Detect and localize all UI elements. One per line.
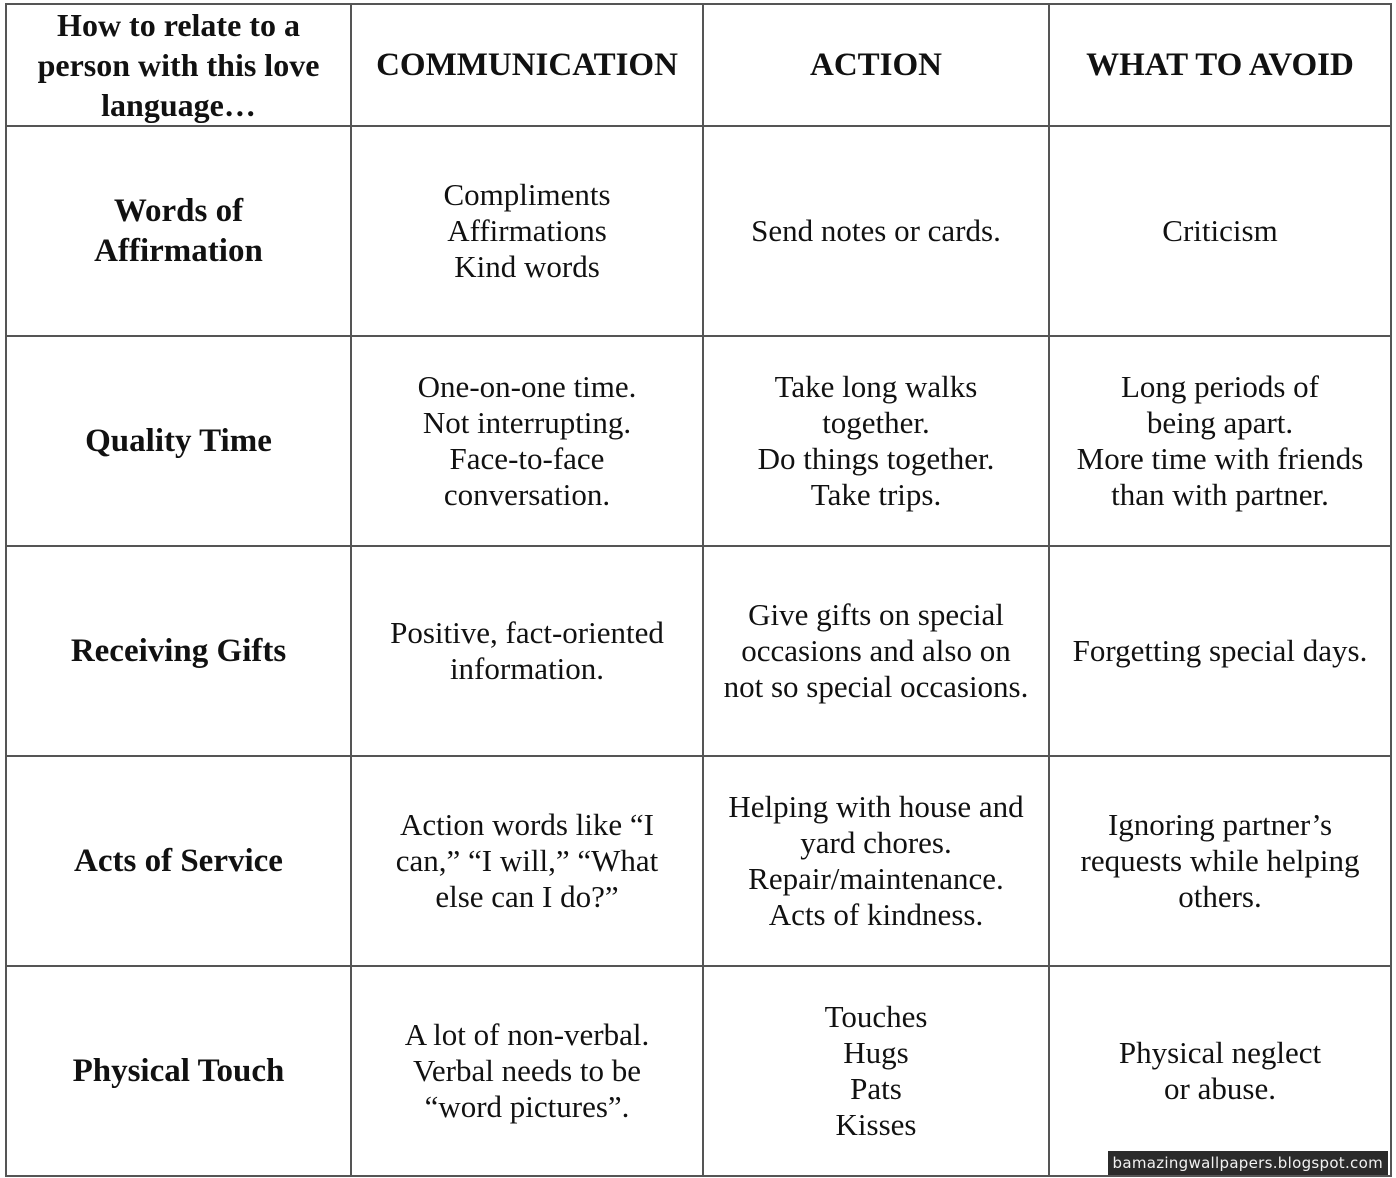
cell-action: Send notes or cards. (703, 126, 1049, 336)
cell-action: Take long walks together. Do things together. Take trips. (703, 336, 1049, 546)
header-row (6, 4, 1391, 126)
header-communication: COMMUNICATION (351, 4, 703, 126)
header-language: How to relate to a person with this love language… (6, 4, 351, 126)
row-language: Physical Touch (6, 966, 351, 1176)
cell-avoid: Long periods of being apart. More time with friends than with partner. (1049, 336, 1391, 546)
table-row (6, 336, 1391, 546)
row-language: Quality Time (6, 336, 351, 546)
cell-avoid: Forgetting special days. (1049, 546, 1391, 756)
cell-avoid: Ignoring partner’s requests while helping others. (1049, 756, 1391, 966)
watermark: bamazingwallpapers.blogspot.com (1108, 1151, 1388, 1175)
header-what-to-avoid: WHAT TO AVOID (1049, 4, 1391, 126)
cell-communication: One-on-one time. Not interrupting. Face-to-face conversation. (351, 336, 703, 546)
cell-communication: A lot of non-verbal. Verbal needs to be “word pictures”. (351, 966, 703, 1176)
table-row (6, 966, 1391, 1176)
cell-avoid: Physical neglect or abuse. (1049, 966, 1391, 1176)
cell-action: Touches Hugs Pats Kisses (703, 966, 1049, 1176)
header-action: ACTION (703, 4, 1049, 126)
cell-communication: Action words like “I can,” “I will,” “What else can I do?” (351, 756, 703, 966)
table-row (6, 546, 1391, 756)
table-row (6, 756, 1391, 966)
table-row (6, 126, 1391, 336)
cell-communication: Positive, fact-oriented information. (351, 546, 703, 756)
cell-avoid: Criticism (1049, 126, 1391, 336)
cell-communication: Compliments Affirmations Kind words (351, 126, 703, 336)
love-languages-table (5, 3, 1392, 1177)
cell-action: Helping with house and yard chores. Repair/maintenance. Acts of kindness. (703, 756, 1049, 966)
row-language: Receiving Gifts (6, 546, 351, 756)
row-language: Words of Affirmation (6, 126, 351, 336)
row-language: Acts of Service (6, 756, 351, 966)
cell-action: Give gifts on special occasions and also on not so special occasions. (703, 546, 1049, 756)
